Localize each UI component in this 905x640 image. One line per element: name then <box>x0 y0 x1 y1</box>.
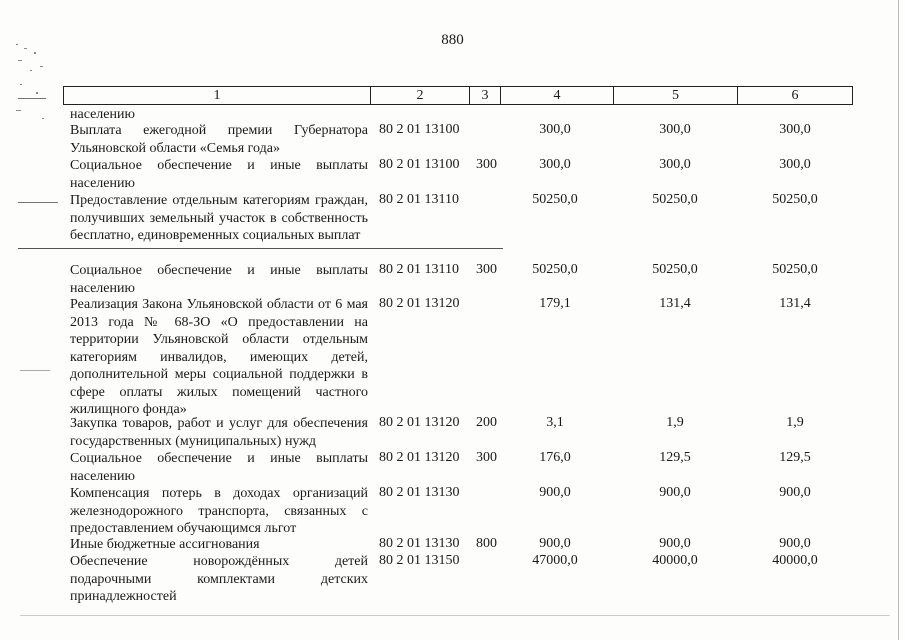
table-header <box>63 86 853 105</box>
scan-line <box>18 248 503 249</box>
row-type: 800 <box>476 536 497 551</box>
row-code: 80 2 01 13120 <box>379 450 460 465</box>
row-description: Предоставление отдельным категориям граждан, получивших земельный участок в собственность бесплатно, единовременных социальных выплат <box>70 193 368 243</box>
row-value-2013: 50250,0 <box>532 262 578 277</box>
row-value-2014: 300,0 <box>659 157 691 172</box>
row-value-2013: 3,1 <box>546 415 564 430</box>
row-value-2013: 47000,0 <box>532 553 578 568</box>
row-type: 300 <box>476 262 497 277</box>
row-code: 80 2 01 13130 <box>379 485 460 500</box>
row-code: 80 2 01 13120 <box>379 296 460 311</box>
row-value-2013: 900,0 <box>539 485 571 500</box>
row-type: 200 <box>476 415 497 430</box>
row-description: Социальное обеспечение и иные выплаты населению <box>70 263 368 296</box>
row-code: 80 2 01 13120 <box>379 415 460 430</box>
row-type: 300 <box>476 157 497 172</box>
row-code: 80 2 01 13110 <box>379 262 459 277</box>
row-value-2015: 900,0 <box>779 485 811 500</box>
row-type: 300 <box>476 450 497 465</box>
row-value-2013: 50250,0 <box>532 192 578 207</box>
row-value-2014: 1,9 <box>666 415 684 430</box>
row-value-2015: 131,4 <box>779 296 811 311</box>
scan-speckles <box>12 40 50 150</box>
scan-mark <box>18 202 58 203</box>
row-value-2014: 129,5 <box>659 450 691 465</box>
row-value-2015: 1,9 <box>786 415 804 430</box>
row-value-2014: 900,0 <box>659 536 691 551</box>
header-col-1: 1 <box>64 87 371 104</box>
page-number: 880 <box>441 32 464 48</box>
row-description: Компенсация потерь в доходах организаций железнодорожного транспорта, связанных с предоставлением обучающимся льгот <box>70 486 368 536</box>
row-value-2015: 300,0 <box>779 157 811 172</box>
row-value-2015: 300,0 <box>779 122 811 137</box>
row-value-2014: 131,4 <box>659 296 691 311</box>
row-description: Социальное обеспечение и иные выплаты населению <box>70 451 368 484</box>
row-value-2015: 129,5 <box>779 450 811 465</box>
scan-mark <box>20 370 50 371</box>
row-value-2014: 50250,0 <box>652 262 698 277</box>
row-description: Обеспечение новорождённых детей подарочными комплектами детских принадлежностей <box>70 554 368 604</box>
row-description: Закупка товаров, работ и услуг для обеспечения государственных (муниципальных) нужд <box>70 416 368 449</box>
row-code: 80 2 01 13150 <box>379 553 460 568</box>
row-value-2014: 900,0 <box>659 485 691 500</box>
row-code: 80 2 01 13100 <box>379 122 460 137</box>
row-value-2014: 40000,0 <box>652 553 698 568</box>
row-value-2013: 176,0 <box>539 450 571 465</box>
row-value-2015: 50250,0 <box>772 262 818 277</box>
row-value-2013: 900,0 <box>539 536 571 551</box>
row-value-2015: 40000,0 <box>772 553 818 568</box>
row-description: населению <box>70 107 135 122</box>
row-description: Выплата ежегодной премии Губернатора Ульяновской области «Семья года» <box>70 123 368 156</box>
row-description: Реализация Закона Ульяновской области от 6 мая 2013 года № 68-ЗО «О предоставлении на территории Ульяновской области отдельным категориям инвалидов, имеющих детей, дополнительной меры социальной поддержки в сфере оплаты жилых помещений частного жилищного фонда» <box>70 297 368 417</box>
row-code: 80 2 01 13100 <box>379 157 460 172</box>
scan-line <box>20 615 890 616</box>
header-col-4: 4 <box>501 87 614 104</box>
row-code: 80 2 01 13110 <box>379 192 459 207</box>
row-value-2015: 50250,0 <box>772 192 818 207</box>
row-description: Социальное обеспечение и иные выплаты населению <box>70 158 368 191</box>
row-value-2014: 300,0 <box>659 122 691 137</box>
row-value-2013: 179,1 <box>539 296 571 311</box>
row-value-2015: 900,0 <box>779 536 811 551</box>
page-edge <box>898 0 899 640</box>
header-col-6: 6 <box>791 88 799 103</box>
row-value-2013: 300,0 <box>539 157 571 172</box>
row-value-2014: 50250,0 <box>652 192 698 207</box>
header-col-2: 2 <box>371 87 470 104</box>
row-value-2013: 300,0 <box>539 122 571 137</box>
row-code: 80 2 01 13130 <box>379 536 460 551</box>
row-description: Иные бюджетные ассигнования <box>70 537 260 552</box>
header-col-5: 5 <box>614 87 738 104</box>
header-col-3: 3 <box>470 87 501 104</box>
